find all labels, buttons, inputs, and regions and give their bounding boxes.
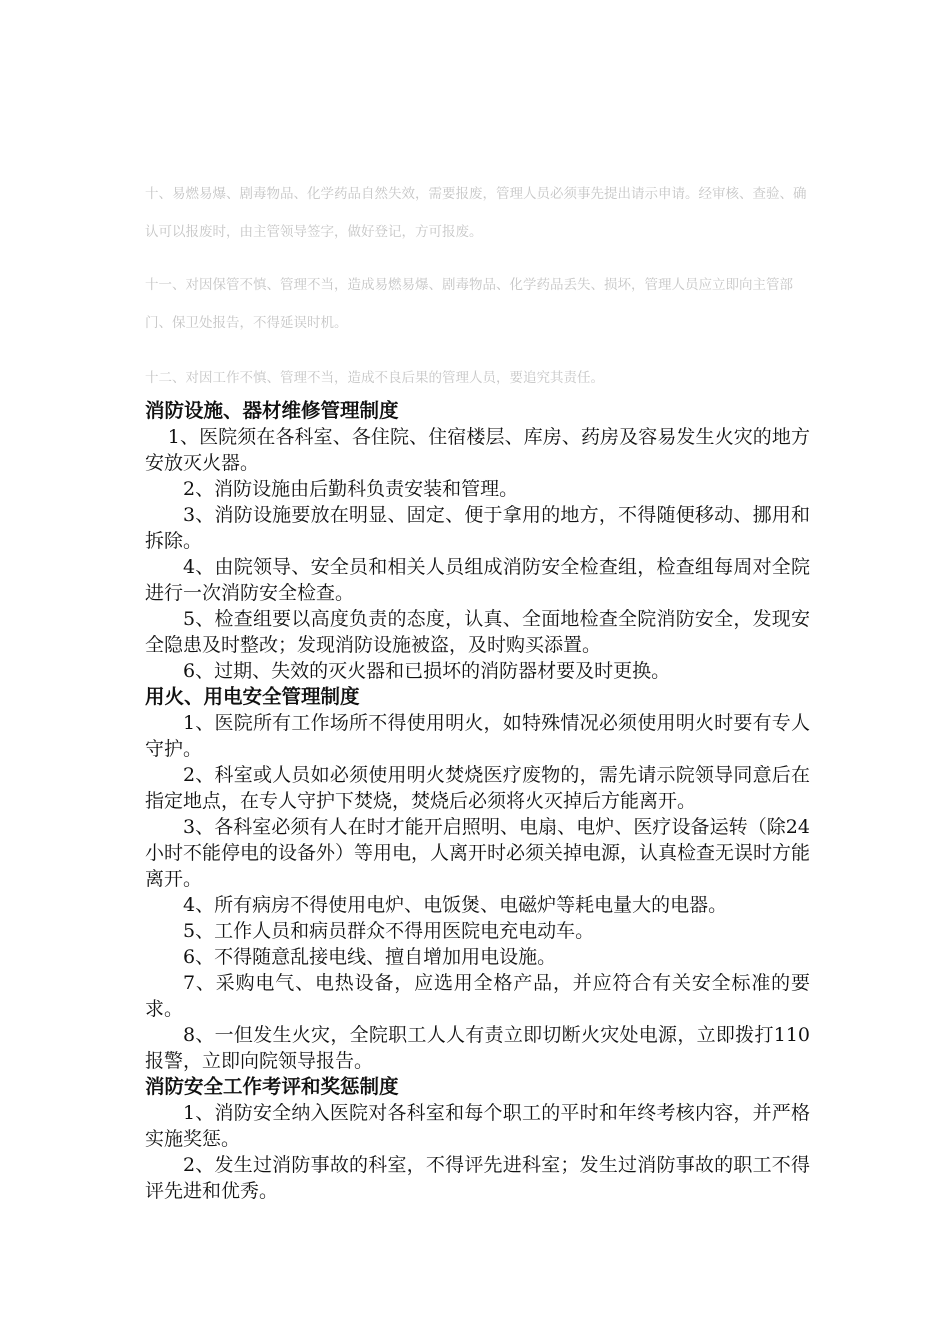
section-heading: 用火、用电安全管理制度 xyxy=(145,685,360,708)
paragraph: 1、医院所有工作场所不得使用明火，如特殊情况必须使用明火时要有专人守护。 xyxy=(145,712,810,760)
paragraph: 5、工作人员和病员群众不得用医院电充电动车。 xyxy=(183,920,595,942)
paragraph: 6、过期、失效的灭火器和已损坏的消防器材要及时更换。 xyxy=(183,660,671,682)
paragraph: 3、各科室必须有人在时才能开启照明、电扇、电炉、医疗设备运转（除24小时不能停电的设备外）等用电，人离开时必须关掉电源，认真检查无误时方能离开。 xyxy=(145,816,811,890)
paragraph: 2、发生过消防事故的科室，不得评先进科室；发生过消防事故的职工不得评先进和优秀。 xyxy=(145,1154,810,1202)
paragraph: 5、检查组要以高度负责的态度，认真、全面地检查全院消防安全，发现安全隐患及时整改；发现消防设施被盗，及时购买添置。 xyxy=(145,608,810,656)
faint-paragraph: 十二、对因工作不慎、管理不当，造成不良后果的管理人员，要追究其责任。 xyxy=(145,370,604,386)
paragraph: 4、所有病房不得使用电炉、电饭煲、电磁炉等耗电量大的电器。 xyxy=(183,894,728,916)
paragraph: 7、采购电气、电热设备，应选用全格产品，并应符合有关安全标准的要求。 xyxy=(145,972,810,1020)
section-heading: 消防安全工作考评和奖惩制度 xyxy=(145,1075,399,1098)
paragraph: 2、科室或人员如必须使用明火焚烧医疗废物的，需先请示院领导同意后在指定地点，在专人守护下焚烧，焚烧后必须将火灭掉后方能离开。 xyxy=(145,764,810,812)
paragraph: 3、消防设施要放在明显、固定、便于拿用的地方，不得随便移动、挪用和拆除。 xyxy=(145,504,810,552)
paragraph: 1、医院须在各科室、各住院、住宿楼层、库房、药房及容易发生火灾的地方安放灭火器。 xyxy=(145,426,810,474)
document-body xyxy=(145,398,810,1204)
paragraph: 4、由院领导、安全员和相关人员组成消防安全检查组，检查组每周对全院进行一次消防安全检查。 xyxy=(145,556,810,604)
section-heading: 消防设施、器材维修管理制度 xyxy=(145,399,399,422)
paragraph: 2、消防设施由后勤科负责安装和管理。 xyxy=(183,478,519,500)
paragraph: 8、一但发生火灾，全院职工人人有责立即切断火灾处电源，立即拨打110报警，立即向院领导报告。 xyxy=(145,1024,810,1072)
paragraph: 1、消防安全纳入医院对各科室和每个职工的平时和年终考核内容，并严格实施奖惩。 xyxy=(145,1102,810,1150)
paragraph: 6、不得随意乱接电线、擅自增加用电设施。 xyxy=(183,946,557,968)
faint-paragraph: 十一、对因保管不慎、管理不当，造成易燃易爆、剧毒物品、化学药品丢失、损坏，管理人员应立即向主管部门、保卫处报告，不得延误时机。 xyxy=(145,277,793,331)
faint-paragraph: 十、易燃易爆、剧毒物品、化学药品自然失效，需要报废，管理人员必须事先提出请示申请。经审核、查验、确认可以报废时，由主管领导签字，做好登记，方可报废。 xyxy=(145,186,807,240)
